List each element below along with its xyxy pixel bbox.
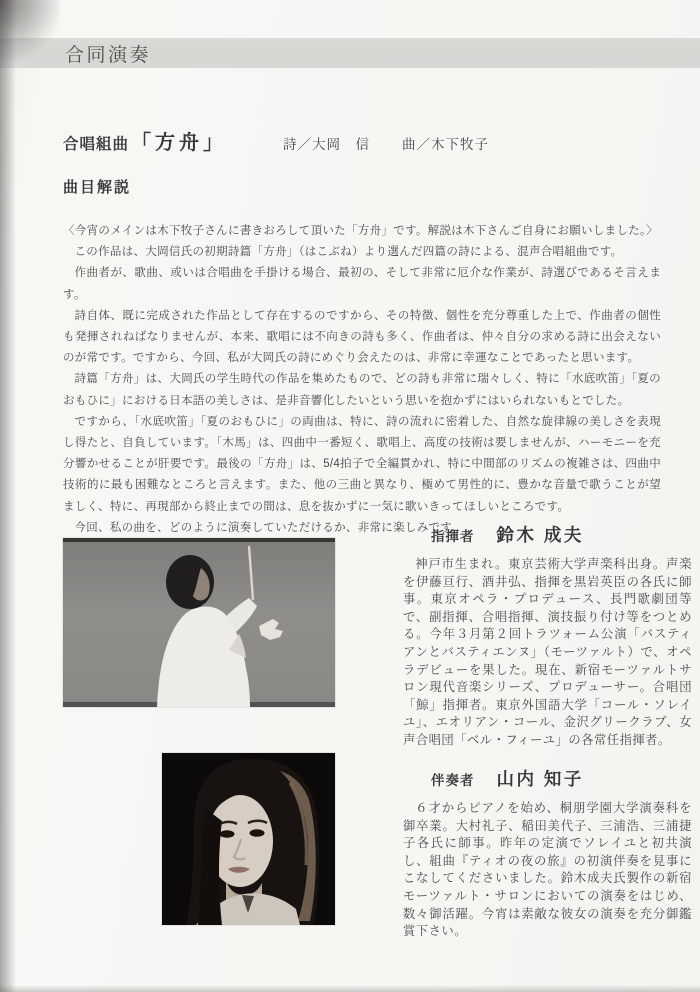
poet-credit: 詩／大岡 信: [283, 137, 371, 152]
accompanist-bio: ６才からピアノを始め、桐朋学園大学演奏科を御卒業。大村礼子、稲田美代子、三浦浩、三浦捷子各氏に師事。昨年の定演でソレイユと初共演し、組曲『ティオの夜の旅』の初演伴奏を見事にこなしてくださいました。鈴木成夫氏製作の新宿モーツァルト・サロンにおいての演奏をはじめ、数々御活躍。今宵は素敵な彼女の演奏を充分御鑑賞下さい。: [403, 801, 692, 939]
accompanist-section: [403, 766, 692, 941]
conductor-photo-illustration: [63, 538, 335, 707]
composer-credit: 曲／木下牧子: [402, 137, 490, 152]
notes-paragraph: この作品は、大岡信氏の初期詩篇「方舟」（はこぶね）より選んだ四篇の詩による、混声合唱組曲です。: [74, 246, 623, 259]
scan-bottom-shade: [0, 985, 700, 992]
photo-top-edge: [63, 538, 335, 542]
conductor-section: [403, 522, 692, 750]
notes-paragraph: ですから、「水底吹笛」「夏のおもひに」の両曲は、特に、詩の流れに密着した、自然な旋律線の美しさを表現し得たと、自負しています。「木馬」は、四曲中一番短く、歌唱上、高度の技術は要しませんが、ハーモニーを充分響かせることが肝要です。最後の「方舟」は、5/4拍子で全編貫かれ、特に中間部のリズムの複雑さは、四曲中技術的に最も困難なところと言えます。また、他の三曲と異なり、極めて男性的に、豊かな音量で歌うことが望ましく、特に、再現部から終止までの間は、息を抜かずに一気に歌いきってほしいところです。: [63, 415, 661, 513]
conductor-name: 鈴木 成夫: [496, 525, 584, 545]
accompanist-photo-illustration: [162, 753, 335, 925]
accompanist-name: 山内 知子: [496, 769, 584, 789]
conductor-photo: [63, 538, 335, 707]
conductor-role-label: 指揮者: [431, 529, 475, 544]
notes-paragraph: 詩自体、既に完成された作品として存在するのですから、その特徴、個性を充分尊重した上で、作曲者の個性も発揮されねばなりませんが、本来、歌唱には不向きの詩も多く、作曲者は、仲々自分の求める詩に出会えないのが常です。ですから、今回、私が大岡氏の詩にめぐり会えたのは、非常に幸運なことであったと思います。: [63, 309, 661, 365]
accompanist-role-label: 伴奏者: [431, 773, 475, 788]
section-header-band: [0, 38, 700, 68]
notes-paragraph: 今回、私の曲を、どのように演奏していただけるか、非常に楽しみです。: [74, 521, 463, 534]
accompanist-heading: [431, 766, 692, 791]
section-header-label: 合同演奏: [65, 44, 152, 66]
notes-paragraph: 作曲者が、歌曲、或いは合唱曲を手掛ける場合、最初の、そして非常に厄介な作業が、詩選びであるそ言えます。: [63, 267, 661, 301]
scan-left-shade: [0, 0, 16, 992]
work-title: 「方舟」: [131, 132, 228, 154]
work-title-row: [63, 126, 663, 155]
conductor-bio: 神戸市生まれ。東京芸術大学声楽科出身。声楽を伊藤亘行、酒井弘、指揮を黒岩英臣の各氏に師事。東京オペラ・プロデュース、長門歌劇団等で、副指揮、合唱指揮、演技振り付け等をつとめる。今年３月第２回トラツォーム公演「バスティアンとバスティエンヌ」（モーツァルト）で、オペラデビューを果した。現在、新宿モーツァルトサロン現代音楽シリーズ、プロデューサー。合唱団「鯨」指揮者。東京外国語大学「コール・ソレイユ」、エオリアン・コール、金沢グリークラブ、女声合唱団「ベル・フィーユ」の各常任指揮者。: [403, 557, 692, 747]
notes-body: [63, 221, 661, 539]
notes-paragraph: 詩篇「方舟」は、大岡氏の学生時代の作品を集めたもので、どの詩も非常に瑞々しく、特に「水底吹笛」「夏のおもひに」における日本語の美しさは、是非音響化したいという思いを抱かずにはいられないもとでした。: [63, 373, 661, 407]
work-genre-label: 合唱組曲: [63, 136, 130, 153]
notes-intro-line: 〈今宵のメインは木下牧子さんに書きおろして頂いた「方舟」です。解説は木下さんご自身にお願いしました。〉: [63, 225, 658, 237]
left-eye: [220, 830, 235, 838]
accompanist-photo: [162, 753, 335, 925]
conductor-heading: [431, 522, 692, 547]
right-eye: [250, 829, 265, 837]
notes-heading: 曲目解説: [63, 179, 132, 196]
